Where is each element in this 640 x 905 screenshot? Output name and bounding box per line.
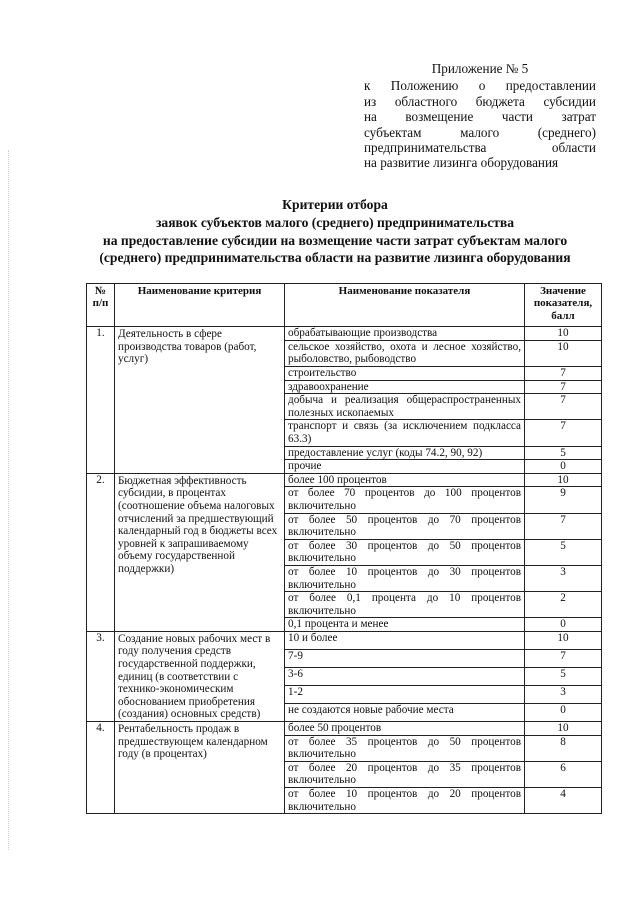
- indicator-name: 3-6: [285, 667, 525, 685]
- criterion-name: Бюджетная эффективность субсидии, в процентах (соотношение объема налоговых отчислений за предшествующий календарный год в бюджеты всех уровней к запрашиваемому объему государственной поддержки): [115, 473, 285, 631]
- indicator-score: 7: [525, 367, 602, 381]
- header-criterion: Наименование критерия: [115, 284, 285, 327]
- criterion-number: 4.: [87, 722, 115, 814]
- appendix-line: предпринимательства области: [364, 140, 596, 156]
- indicator-name: строительство: [285, 367, 525, 381]
- indicator-name: сельское хозяйство, охота и лесное хозяйство, рыболовство, рыбоводство: [285, 340, 525, 366]
- criterion-name: Создание новых рабочих мест в году получения средств государственной поддержки, единиц (в соответствии с технико-экономическим обоснованием приобретения (создания) основных средств): [115, 631, 285, 721]
- title-line: Критерии отбора: [282, 197, 388, 212]
- appendix-line: на развитие лизинга оборудования: [364, 155, 559, 171]
- indicator-name: более 100 процентов: [285, 473, 525, 487]
- criterion-number: 1.: [87, 327, 115, 474]
- table-row: [87, 327, 602, 341]
- indicator-score: 10: [525, 722, 602, 736]
- indicator-score: 5: [525, 539, 602, 565]
- scan-margin-dots: [8, 150, 10, 850]
- criteria-table-body: [87, 327, 602, 814]
- indicator-name: более 50 процентов: [285, 722, 525, 736]
- indicator-name: здравоохранение: [285, 380, 525, 394]
- indicator-name: от более 30 процентов до 50 процентов включительно: [285, 539, 525, 565]
- criterion-name: Деятельность в сфере производства товаров (работ, услуг): [115, 327, 285, 474]
- indicator-name: предоставление услуг (коды 74.2, 90, 92): [285, 446, 525, 460]
- header-num: № п/п: [87, 284, 115, 327]
- indicator-score: 0: [525, 618, 602, 632]
- criteria-table: [86, 283, 602, 814]
- indicator-name: от более 50 процентов до 70 процентов включительно: [285, 513, 525, 539]
- title-line: на предоставление субсидии на возмещение части затрат субъектам малого: [102, 232, 568, 248]
- header-indicator: Наименование показателя: [285, 284, 525, 327]
- title-line: заявок субъектов малого (среднего) предпринимательства: [155, 214, 515, 230]
- indicator-score: 4: [525, 788, 602, 814]
- indicator-score: 0: [525, 704, 602, 722]
- indicator-score: 5: [525, 446, 602, 460]
- indicator-score: 10: [525, 340, 602, 366]
- criterion-name: Рентабельность продаж в предшествующем календарном году (в процентах): [115, 722, 285, 814]
- indicator-name: от более 20 процентов до 35 процентов включительно: [285, 761, 525, 787]
- indicator-score: 7: [525, 394, 602, 420]
- indicator-score: 0: [525, 460, 602, 474]
- indicator-score: 2: [525, 592, 602, 618]
- indicator-name: от более 0,1 процента до 10 процентов включительно: [285, 592, 525, 618]
- indicator-name: 1-2: [285, 685, 525, 703]
- header-value: Значение показателя, балл: [525, 284, 602, 327]
- title-line: (среднего) предпринимательства области на развитие лизинга оборудования: [99, 250, 571, 266]
- indicator-score: 3: [525, 685, 602, 703]
- indicator-name: 0,1 процента и менее: [285, 618, 525, 632]
- indicator-score: 9: [525, 487, 602, 513]
- indicator-name: добыча и реализация общераспространенных полезных ископаемых: [285, 394, 525, 420]
- indicator-score: 10: [525, 327, 602, 341]
- indicator-name: не создаются новые рабочие места: [285, 704, 525, 722]
- indicator-score: 10: [525, 631, 602, 649]
- appendix-line: из областного бюджета субсидии: [364, 93, 596, 109]
- indicator-score: 6: [525, 761, 602, 787]
- indicator-name: от более 10 процентов до 30 процентов включительно: [285, 565, 525, 591]
- indicator-name: прочие: [285, 460, 525, 474]
- indicator-score: 5: [525, 667, 602, 685]
- table-row: [87, 473, 602, 487]
- indicator-score: 7: [525, 420, 602, 446]
- indicator-name: обрабатывающие производства: [285, 327, 525, 341]
- indicator-name: 10 и более: [285, 631, 525, 649]
- indicator-name: от более 10 процентов до 20 процентов включительно: [285, 788, 525, 814]
- appendix-line: к Положению о предоставлении: [364, 78, 596, 94]
- indicator-score: 8: [525, 735, 602, 761]
- table-row: [87, 722, 602, 736]
- indicator-score: 7: [525, 380, 602, 394]
- indicator-score: 7: [525, 513, 602, 539]
- indicator-score: 10: [525, 473, 602, 487]
- indicator-name: 7-9: [285, 649, 525, 667]
- appendix-title: Приложение № 5: [431, 61, 529, 76]
- appendix-line: на возмещение части затрат: [364, 109, 596, 125]
- indicator-score: 7: [525, 649, 602, 667]
- criterion-number: 2.: [87, 473, 115, 631]
- indicator-name: транспорт и связь (за исключением подкласса 63.3): [285, 420, 525, 446]
- indicator-name: от более 70 процентов до 100 процентов включительно: [285, 487, 525, 513]
- appendix-line: субъектам малого (среднего): [364, 124, 596, 140]
- indicator-name: от более 35 процентов до 50 процентов включительно: [285, 735, 525, 761]
- indicator-score: 3: [525, 565, 602, 591]
- appendix-block: [364, 61, 596, 171]
- table-row: [87, 631, 602, 649]
- criterion-number: 3.: [87, 631, 115, 721]
- table-header-row: [87, 284, 602, 327]
- document-title: [40, 196, 630, 267]
